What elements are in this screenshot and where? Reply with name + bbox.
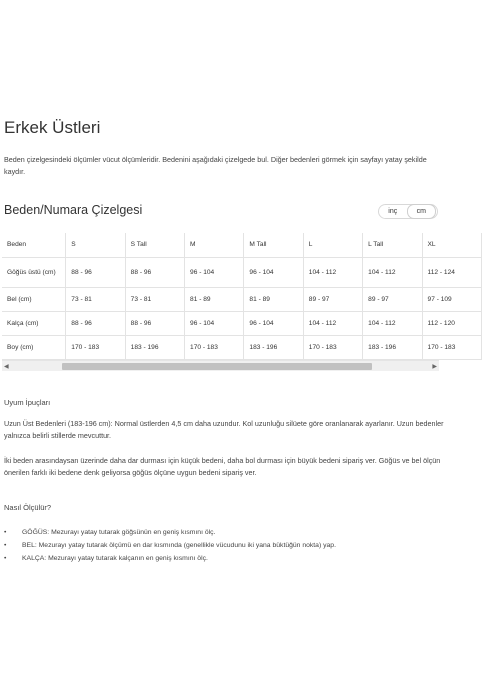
- measure-waist-text: BEL: Mezurayı yatay tutarak ölçümü en dar kısmında (genellikle vücudunu iki yana büktüğün nokta) yap.: [22, 542, 336, 549]
- column-header: S Tall: [125, 233, 184, 257]
- table-cell: 89 - 97: [303, 287, 362, 311]
- page-title: Erkek Üstleri: [4, 118, 101, 137]
- fit-tips-between-sizes-text: İki beden arasındaysan üzerinde daha dar durması için küçük bedeni, daha bol durması için büyük bedeni sipariş ver. Göğüs ve bel ölçün önerilen farklı iki bedene denk geliyorsa göğüs ölçüne uygun bedeni sipariş ver.: [4, 456, 441, 477]
- column-header: S: [66, 233, 125, 257]
- column-header: L: [303, 233, 362, 257]
- measure-hip-text: KALÇA: Mezurayı yatay tutarak kalçanın en geniş kısmını ölç.: [22, 555, 208, 562]
- table-cell: 104 - 112: [303, 257, 362, 287]
- bullet-icon: •: [4, 555, 7, 562]
- table-cell: 96 - 104: [244, 311, 303, 335]
- row-label: Göğüs üstü (cm): [2, 257, 66, 287]
- how-to-measure-list: [4, 526, 449, 565]
- scroll-left-arrow-icon[interactable]: ◀: [4, 364, 9, 370]
- table-cell: 104 - 112: [363, 311, 422, 335]
- table-cell: 88 - 96: [66, 257, 125, 287]
- fit-tips-tall-text: Uzun Üst Bedenleri (183-196 cm): Normal üstlerden 4,5 cm daha uzundur. Kol uzunluğu silüete göre oranlanarak ayarlanır. Uzun bedenler yalnızca belirli stillerde mevcuttur.: [4, 419, 444, 440]
- table-cell: 183 - 196: [363, 335, 422, 359]
- column-header: XL: [422, 233, 481, 257]
- unit-inch-option[interactable]: inç: [388, 208, 398, 215]
- size-table-scroll-area[interactable]: [2, 233, 456, 373]
- table-row: [2, 335, 482, 359]
- table-cell: 81 - 89: [244, 287, 303, 311]
- table-header-row: [2, 233, 482, 257]
- row-label: Kalça (cm): [2, 311, 66, 335]
- table-cell: 88 - 96: [66, 311, 125, 335]
- table-cell: 96 - 104: [185, 257, 244, 287]
- row-label: Bel (cm): [2, 287, 66, 311]
- table-row: [2, 257, 482, 287]
- size-chart-title: Beden/Numara Çizelgesi: [4, 203, 143, 217]
- table-cell: 170 - 183: [303, 335, 362, 359]
- bullet-icon: •: [4, 542, 7, 549]
- table-cell: 112 - 124: [422, 257, 481, 287]
- horizontal-scrollbar[interactable]: [2, 360, 439, 371]
- table-cell: 104 - 112: [363, 257, 422, 287]
- column-header: L Tall: [363, 233, 422, 257]
- measure-chest-text: GÖĞÜS: Mezurayı yatay tutarak göğsünün en geniş kısmını ölç.: [22, 529, 216, 536]
- table-cell: 183 - 196: [125, 335, 184, 359]
- table-cell: 73 - 81: [66, 287, 125, 311]
- intro-text: Beden çizelgesindeki ölçümler vücut ölçümleridir. Bedenini aşağıdaki çizelgede bul. Diğer bedenleri görmek için sayfayı yatay şekilde kaydır.: [4, 155, 427, 176]
- table-cell: 96 - 104: [185, 311, 244, 335]
- how-to-measure-title: Nasıl Ölçülür?: [4, 503, 52, 512]
- table-cell: 97 - 109: [422, 287, 481, 311]
- table-row: [2, 311, 482, 335]
- bullet-icon: •: [4, 529, 7, 536]
- scrollbar-thumb[interactable]: [62, 363, 372, 370]
- fit-tips-title: Uyum İpuçları: [4, 398, 51, 407]
- table-cell: 88 - 96: [125, 257, 184, 287]
- column-header: M Tall: [244, 233, 303, 257]
- column-header: M: [185, 233, 244, 257]
- list-item: [4, 552, 449, 565]
- table-cell: 89 - 97: [363, 287, 422, 311]
- table-cell: 170 - 183: [66, 335, 125, 359]
- table-cell: 81 - 89: [185, 287, 244, 311]
- table-cell: 183 - 196: [244, 335, 303, 359]
- list-item: [4, 539, 449, 552]
- table-cell: 96 - 104: [244, 257, 303, 287]
- scroll-right-arrow-icon[interactable]: ▶: [432, 364, 437, 370]
- unit-toggle: [378, 204, 438, 219]
- list-item: [4, 526, 449, 539]
- column-header: Beden: [2, 233, 66, 257]
- table-cell: 88 - 96: [125, 311, 184, 335]
- size-table: [2, 233, 482, 360]
- table-cell: 73 - 81: [125, 287, 184, 311]
- table-cell: 170 - 183: [422, 335, 481, 359]
- table-cell: 170 - 183: [185, 335, 244, 359]
- table-cell: 104 - 112: [303, 311, 362, 335]
- table-cell: 112 - 120: [422, 311, 481, 335]
- row-label: Boy (cm): [2, 335, 66, 359]
- table-row: [2, 287, 482, 311]
- unit-cm-option[interactable]: cm: [407, 204, 437, 219]
